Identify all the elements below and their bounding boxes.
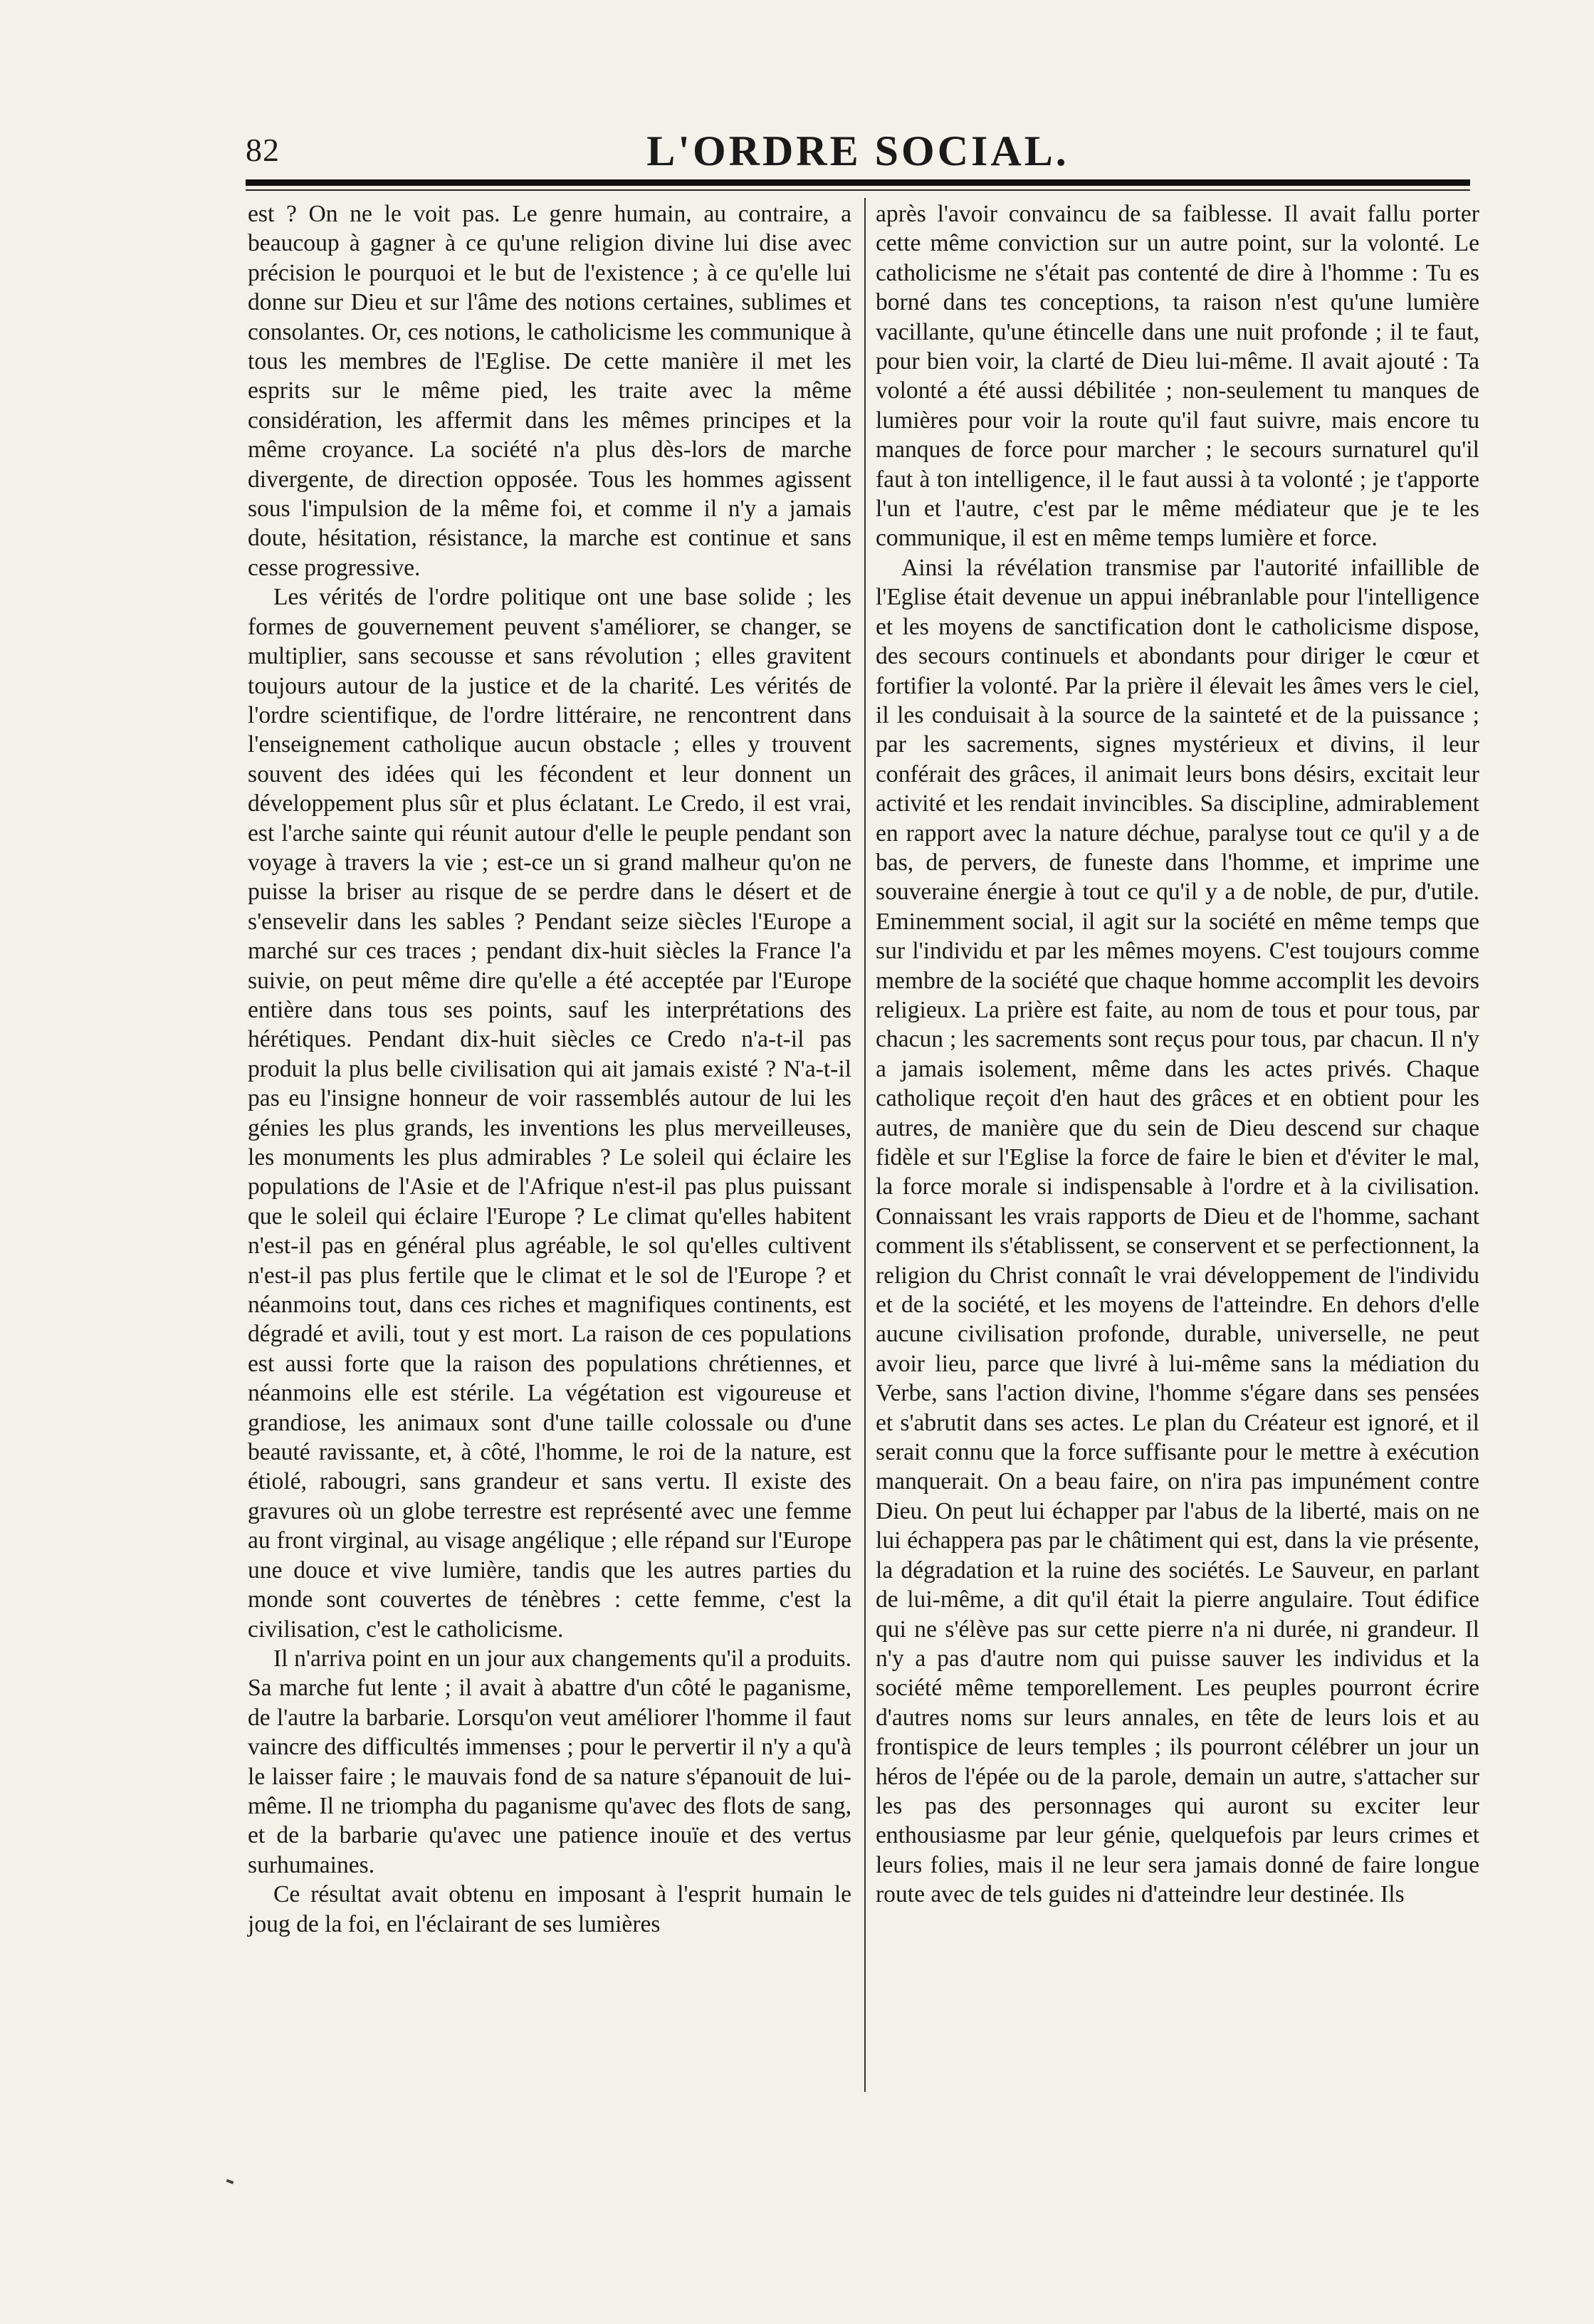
page-header [246, 127, 1470, 177]
paragraph: Les vérités de l'ordre politique ont une base solide ; les formes de gouvernement peuvent s'améliorer, se changer, se multiplier, sans secousse et sans révolution ; elles gravitent toujours autour de la justice et de la charité. Les vérités de l'ordre scientifique, de l'ordre littéraire, ne rencontrent dans l'enseignement catholique aucun obstacle ; elles y trouvent souvent des idées qui les fécondent et leur donnent un développement plus sûr et plus éclatant. Le Credo, il est vrai, est l'arche sainte qui réunit autour d'elle le peuple pendant son voyage à travers la vie ; est-ce un si grand malheur qu'on ne puisse la briser au risque de se perdre dans le désert et de s'ensevelir dans les sables ? Pendant seize siècles l'Europe a marché sur ces traces ; pendant dix-huit siècles la France l'a suivie, on peut même dire qu'elle a été acceptée par l'Europe entière dans tous ses points, sauf les interprétations des hérétiques. Pendant dix-huit siècles ce Credo n'a-t-il pas produit la plus belle civilisation qui ait jamais existé ? N'a-t-il pas eu l'insigne honneur de voir rassemblés autour de lui les génies les plus grands, les inventions les plus merveilleuses, les monuments les plus admirables ? Le soleil qui éclaire les populations de l'Asie et de l'Afrique n'est-il pas plus puissant que le soleil qui éclaire l'Europe ? Le climat qu'elles habitent n'est-il pas en général plus agréable, le sol qu'elles cultivent n'est-il pas plus fertile que le climat et le sol de l'Europe ? et néanmoins tout, dans ces riches et magnifiques continents, est dégradé et avili, tout y est mort. La raison de ces populations est aussi forte que la raison des populations chrétiennes, et néanmoins elle est stérile. La végétation est vigoureuse et grandiose, les animaux sont d'une taille colossale ou d'une beauté ravissante, et, à côté, l'homme, le roi de la nature, est étiolé, rabougri, sans grandeur et sans vertu. Il existe des gravures où un globe terrestre est représenté avec une femme au front virginal, au visage angélique ; elle répand sur l'Europe une douce et vive lumière, tandis que les autres parties du monde sont couvertes de ténèbres : cette femme, c'est la civilisation, c'est le catholicisme. [248, 584, 851, 1643]
right-column [876, 199, 1479, 1910]
header-rule-thick [246, 179, 1470, 186]
paragraph: Ainsi la révélation transmise par l'autorité infaillible de l'Eglise était devenue un appui inébranlable pour l'intelligence et les moyens de sanctification dont le catholicisme dispose, des secours continuels et abondants pour diriger le cœur et fortifier la volonté. Par la prière il élevait les âmes vers le ciel, il les conduisait à la source de la sainteté et de la puissance ; par les sacrements, signes mystérieux et divins, il leur conférait des grâces, il animait leurs bons désirs, excitait leur activité et les rendait invincibles. Sa discipline, admirablement en rapport avec la nature déchue, paralyse tout ce qu'il y a de bas, de pervers, de funeste dans l'homme, et imprime une souveraine énergie à tout ce qu'il y a de noble, de pur, d'utile. Eminemment social, il agit sur la société en même temps que sur l'individu et par les mêmes moyens. C'est toujours comme membre de la société que chaque homme accomplit les devoirs religieux. La prière est faite, au nom de tous et pour tous, par chacun ; les sacrements sont reçus pour tous, par chacun. Il n'y a jamais isolement, même dans les actes privés. Chaque catholique reçoit d'en haut des grâces et en obtient pour les autres, de manière que du sein de Dieu descend sur chaque fidèle et sur l'Eglise la force de faire le bien et d'éviter le mal, la force morale si indispensable à l'ordre et à la civilisation. Connaissant les vrais rapports de Dieu et de l'homme, sachant comment ils s'établissent, se conservent et se perfectionnent, la religion du Christ connaît le vrai développement de l'individu et de la société, et les moyens de l'atteindre. En dehors d'elle aucune civilisation profonde, durable, universelle, ne peut avoir lieu, parce que livré à lui-même sans la médiation du Verbe, sans l'action divine, l'homme s'égare dans ses pensées et s'abrutit dans ses actes. Le plan du Créateur est ignoré, et il serait connu que la force suffisante pour le mettre à exécution manquerait. On a beau faire, on n'ira pas impunément contre Dieu. On peut lui échapper par l'abus de la liberté, mais on ne lui échappera pas par le châtiment qui est, dans la vie présente, la dégradation et la ruine des sociétés. Le Sauveur, en parlant de lui-même, a dit qu'il était la pierre angulaire. Tout édifice qui ne s'élève pas sur cette pierre n'a ni durée, ni grandeur. Il n'y a pas d'autre nom qui puisse sauver les individus et la société même temporellement. Les peuples pourront écrire d'autres noms sur leurs annales, en tête de leurs lois et au frontispice de leurs temples ; ils pourront célébrer un jour un héros de l'épée ou de la parole, demain un autre, s'attacher sur les pas des personnages qui auront su exciter leur enthousiasme par leur génie, quelquefois par leurs crimes et leurs folies, mais il ne leur sera jamais donné de faire longue route avec de tels guides ni d'atteindre leur destinée. Ils [876, 554, 1479, 1908]
page-number: 82 [246, 132, 280, 168]
paragraph: Ce résultat avait obtenu en imposant à l'esprit humain le joug de la foi, en l'éclairant de ses lumières [248, 1881, 851, 1937]
column-divider [864, 198, 866, 2092]
running-title: L'ORDRE SOCIAL. [646, 127, 1069, 174]
paragraph: après l'avoir convaincu de sa faiblesse. Il avait fallu porter cette même conviction sur un autre point, sur la volonté. Le catholicisme ne s'était pas contenté de dire à l'homme : Tu es borné dans tes conceptions, ta raison n'est qu'une lumière vacillante, qu'une étincelle dans une nuit profonde ; il te faut, pour bien voir, la clarté de Dieu lui-même. Il avait ajouté : Ta volonté a été aussi débilitée ; non-seulement tu manques de lumières pour voir la route qu'il faut suivre, mais encore tu manques de force pour marcher ; le secours surnaturel qu'il faut à ton intelligence, il le faut aussi à ta volonté ; je t'apporte l'un et l'autre, c'est par le même médiateur que je te les communique, il est en même temps lumière et force. [876, 201, 1479, 552]
paragraph: Il n'arriva point en un jour aux changements qu'il a produits. Sa marche fut lente ; il avait à abattre d'un côté le paganisme, de l'autre la barbarie. Lorsqu'on veut améliorer l'homme il faut vaincre des difficultés immenses ; pour le pervertir il n'y a qu'à le laisser faire ; le mauvais fond de sa nature s'épanouit de lui-même. Il ne triompha du paganisme qu'avec des flots de sang, et de la barbarie qu'avec une patience inouïe et des vertus surhumaines. [248, 1645, 851, 1878]
left-column [248, 199, 851, 1939]
scan-mark [226, 2179, 234, 2184]
header-rule-thin [246, 189, 1470, 191]
paragraph: est ? On ne le voit pas. Le genre humain, au contraire, a beaucoup à gagner à ce qu'une religion divine lui dise avec précision le pourquoi et le but de l'existence ; à ce qu'elle lui donne sur Dieu et sur l'âme des notions certaines, sublimes et consolantes. Or, ces notions, le catholicisme les communique à tous les membres de l'Eglise. De cette manière il met les esprits sur le même pied, les traite avec la même considération, les affermit dans les mêmes principes et la même croyance. La société n'a plus dès-lors de marche divergente, de direction opposée. Tous les hommes agissent sous l'impulsion de la même foi, et comme il n'y a jamais doute, hésitation, résistance, la marche est continue et sans cesse progressive. [248, 201, 851, 581]
